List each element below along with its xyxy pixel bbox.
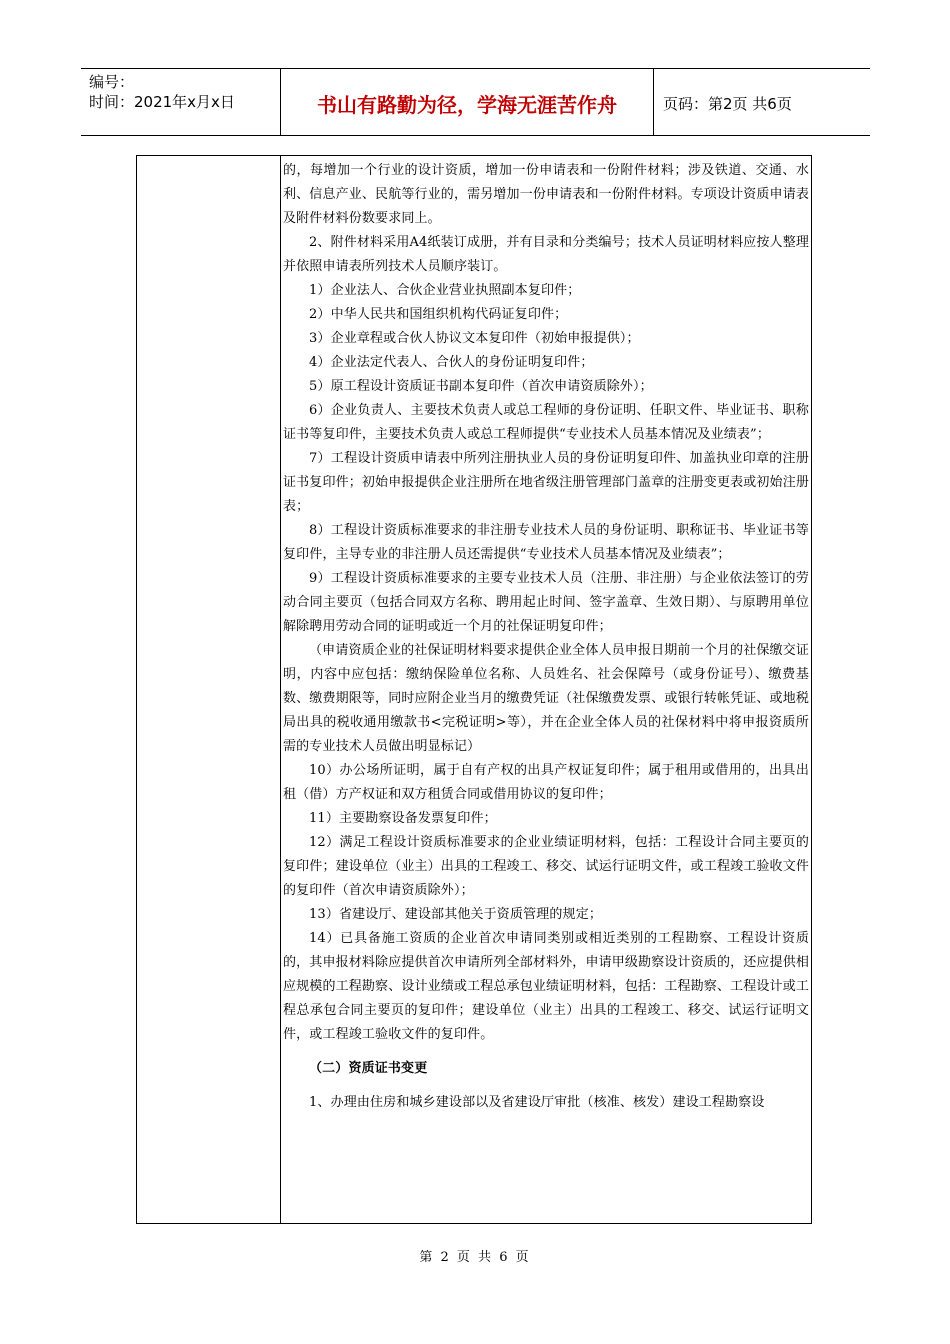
header-meta xyxy=(89,72,235,112)
paragraph: 1）企业法人、合伙企业营业执照副本复印件； xyxy=(309,283,581,298)
table-content-cell xyxy=(283,159,809,1115)
paragraph: 9）工程设计资质标准要求的主要专业技术人员（注册、非注册）与企业依法签订的劳动合同主要页（包括合同双方名称、聘用起止时间、签字盖章、生效日期）、与原聘用单位解除聘用劳动合同的证明或近一个月的社保证明复印件； xyxy=(283,571,809,634)
paragraph: 1、办理由住房和城乡建设部以及省建设厅审批（核准、核发）建设工程勘察设 xyxy=(309,1095,765,1110)
paragraph: 2、附件材料采用A4纸装订成册，并有目录和分类编号；技术人员证明材料应按人整理并依照申请表所列技术人员顺序装订。 xyxy=(283,235,809,274)
paragraph: 2）中华人民共和国组织机构代码证复印件； xyxy=(309,307,568,322)
paragraph-list xyxy=(283,159,809,1047)
page-header xyxy=(81,68,870,136)
paragraph: 5）原工程设计资质证书副本复印件（首次申请资质除外）； xyxy=(309,379,653,394)
paragraph: 6）企业负责人、主要技术负责人或总工程师的身份证明、任职文件、毕业证书、职称证书等复印件，主要技术负责人或总工程师提供“专业技术人员基本情况及业绩表”； xyxy=(283,403,809,442)
paragraph: 12）满足工程设计资质标准要求的企业业绩证明材料，包括：工程设计合同主要页的复印件；建设单位（业主）出具的工程竣工、移交、试运行证明文件，或工程竣工验收文件的复印件（首次申请资质除外）； xyxy=(283,835,810,898)
header-motto: 书山有路勤为径，学海无涯苦作舟 xyxy=(317,92,617,117)
paragraph: 8）工程设计资质标准要求的非注册专业技术人员的身份证明、职称证书、毕业证书等复印件，主导专业的非注册人员还需提供“专业技术人员基本情况及业绩表”； xyxy=(283,523,809,562)
paragraph: 14）已具备施工资质的企业首次申请同类别或相近类别的工程勘察、工程设计资质的，其申报材料除应提供首次申请所列全部材料外，申请甲级勘察设计资质的，还应提供相应规模的工程勘察、设计业绩或工程总承包业绩证明材料，包括：工程勘察、工程设计或工程总承包合同主要页的复印件；建设单位（业主）出具的工程竣工、移交、试运行证明文件，或工程竣工验收文件的复印件。 xyxy=(283,931,810,1042)
paragraph: 13）省建设厅、建设部其他关于资质管理的规定； xyxy=(309,907,602,922)
paragraph: （申请资质企业的社保证明材料要求提供企业全体人员申报日期前一个月的社保缴交证明，内容中应包括：缴纳保险单位名称、人员姓名、社会保障号（或身份证号）、缴费基数、缴费期限等，同时应附企业当月的缴费凭证（社保缴费发票、或银行转帐凭证、或地税局出具的税收通用缴款书<完税证明>等），并在企业全体人员的社保材料中将申报资质所需的专业技术人员做出明显标记） xyxy=(283,643,810,754)
header-divider-right xyxy=(653,69,654,135)
content-table xyxy=(136,155,812,1224)
document-time-label: 时间：2021年x月x日 xyxy=(89,93,235,111)
paragraph: 11）主要勘察设备发票复印件； xyxy=(309,811,497,826)
header-page-code: 页码：第2页 共6页 xyxy=(663,94,792,113)
header-divider-left xyxy=(280,69,281,135)
paragraph: 4）企业法定代表人、合伙人的身份证明复印件； xyxy=(309,355,594,370)
paragraph: 7）工程设计资质申请表中所列注册执业人员的身份证明复印件、加盖执业印章的注册证书复印件；初始申报提供企业注册所在地省级注册管理部门盖章的注册变更表或初始注册表； xyxy=(283,451,810,514)
section-subheading: （二）资质证书变更 xyxy=(309,1061,428,1076)
paragraph: 3）企业章程或合伙人协议文本复印件（初始申报提供）； xyxy=(309,331,640,346)
page-footer: 第 2 页 共 6 页 xyxy=(419,1250,531,1265)
document-number-label: 编号： xyxy=(89,73,135,91)
paragraph: 10）办公场所证明，属于自有产权的出具产权证复印件；属于租用或借用的，出具出租（借）方产权证和双方租赁合同或借用协议的复印件； xyxy=(283,763,809,802)
table-column-divider xyxy=(280,156,281,1223)
paragraph: 的，每增加一个行业的设计资质，增加一份申请表和一份附件材料；涉及铁道、交通、水利、信息产业、民航等行业的，需另增加一份申请表和一份附件材料。专项设计资质申请表及附件材料份数要求同上。 xyxy=(283,163,810,226)
